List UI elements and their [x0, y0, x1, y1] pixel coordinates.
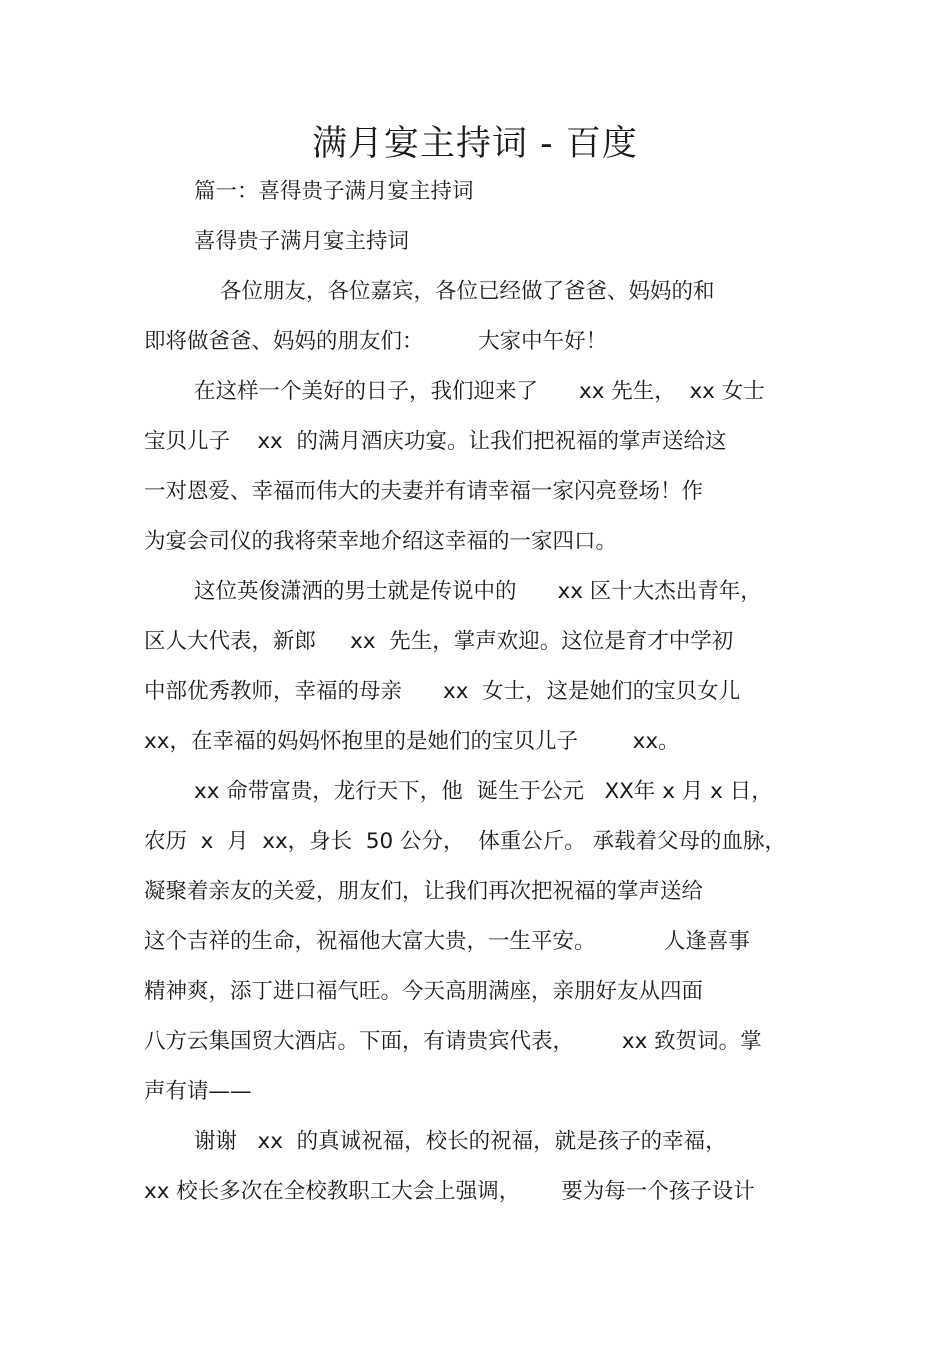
paragraph-line: 为宴会司仪的我将荣幸地介绍这幸福的一家四口。 [144, 529, 618, 554]
paragraph-line: 这位英俊潇洒的男士就是传说中的 xx 区十大杰出青年， [194, 579, 762, 604]
paragraph-line: 宝贝儿子 xx 的满月酒庆功宴。让我们把祝福的掌声送给这 [144, 429, 727, 454]
paragraph-line: 区人大代表，新郎 xx 先生，掌声欢迎。这位是育才中学初 [144, 629, 734, 654]
paragraph-line: xx，在幸福的妈妈怀抱里的是她们的宝贝儿子 xx。 [144, 729, 680, 754]
paragraph-line: xx 校长多次在全校教职工大会上强调， 要为每一个孩子设计 [144, 1179, 755, 1204]
paragraph-line: 一对恩爱、幸福而伟大的夫妻并有请幸福一家闪亮登场！作 [144, 479, 704, 504]
paragraph-line: 声有请—— [144, 1079, 252, 1104]
paragraph-line: 即将做爸爸、妈妈的朋友们： 大家中午好！ [144, 329, 608, 354]
document-title: 满月宴主持词 - 百度 [312, 124, 638, 164]
paragraph-line: 这个吉祥的生命，祝福他大富大贵，一生平安。 人逢喜事 [144, 929, 750, 954]
paragraph-line: 精神爽，添丁进口福气旺。今天高朋满座，亲朋好友从四面 [144, 979, 704, 1004]
paragraph-line: 谢谢 xx 的真诚祝福，校长的祝福，就是孩子的幸福， [194, 1129, 727, 1154]
paragraph-line: 中部优秀教师，幸福的母亲 xx 女士，这是她们的宝贝女儿 [144, 679, 741, 704]
paragraph-line: 各位朋友，各位嘉宾，各位已经做了爸爸、妈妈的和 [220, 279, 715, 304]
paragraph-line: xx 命带富贵，龙行天下，他 诞生于公元 XX年 x 月 x 日， [194, 779, 773, 804]
section-heading: 篇一：喜得贵子满月宴主持词 [194, 179, 474, 204]
subheading: 喜得贵子满月宴主持词 [194, 229, 410, 254]
paragraph-line: 在这样一个美好的日子，我们迎来了 xx 先生， xx 女士 [194, 379, 765, 404]
paragraph-line: 凝聚着亲友的关爱，朋友们，让我们再次把祝福的掌声送给 [144, 879, 704, 904]
paragraph-line: 八方云集国贸大酒店。下面，有请贵宾代表， xx 致贺词。掌 [144, 1029, 762, 1054]
paragraph-line: 农历 x 月 xx，身长 50 公分， 体重公斤。 承载着父母的血脉， [144, 829, 787, 854]
